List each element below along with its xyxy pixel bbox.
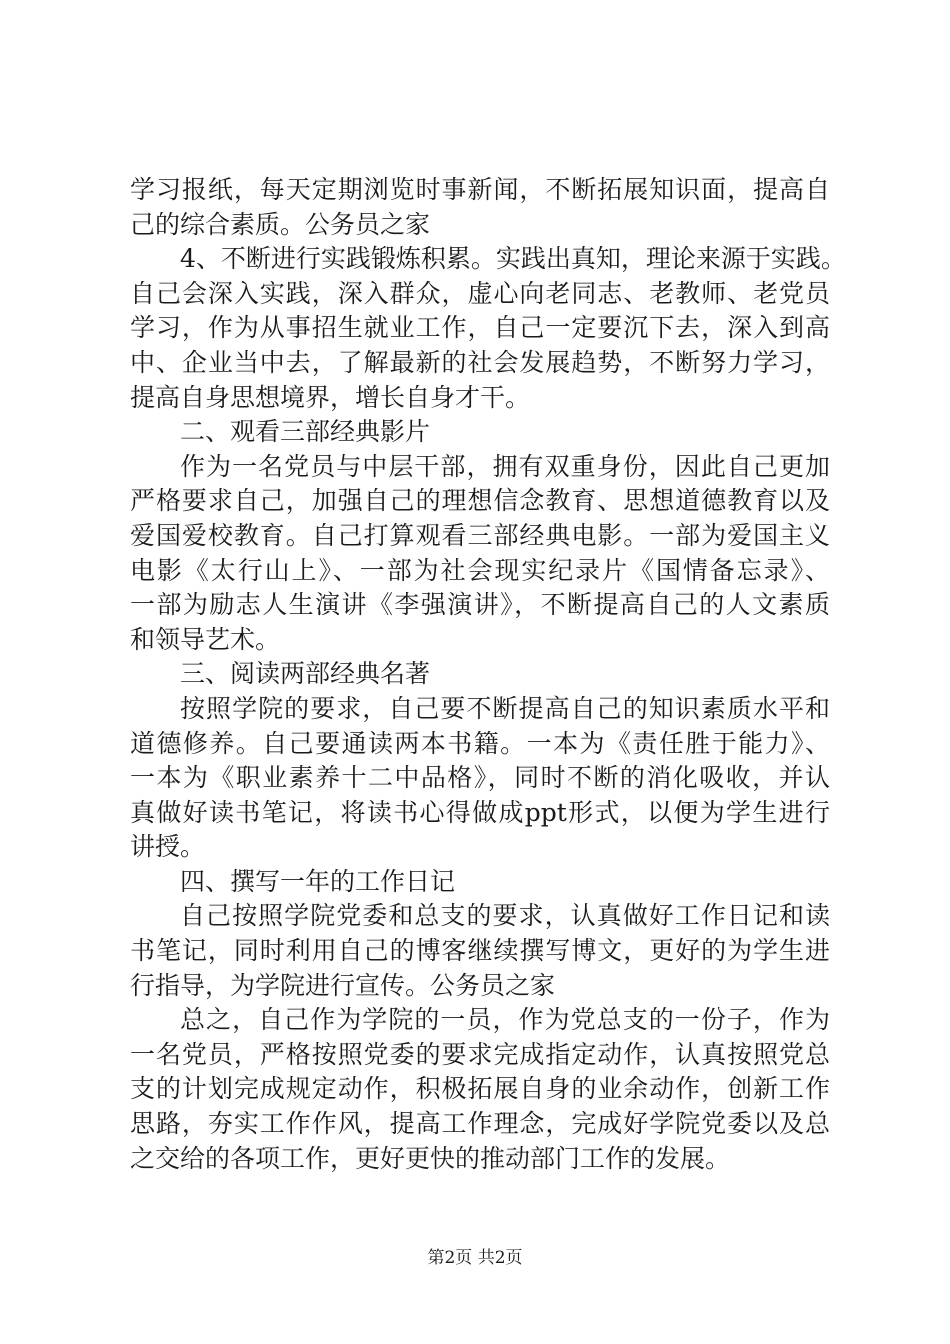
text-line: 中、企业当中去，了解最新的社会发展趋势，不断努力学习， xyxy=(130,347,830,377)
text-line: 严格要求自己，加强自己的理想信念教育、思想道德教育以及 xyxy=(130,486,830,516)
text-line: 之交给的各项工作，更好更快的推动部门工作的发展。 xyxy=(130,1143,731,1173)
text-line: 自己按照学院党委和总支的要求，认真做好工作日记和读 xyxy=(180,901,830,931)
text-line: 一部为励志人生演讲《李强演讲》，不断提高自己的人文素质 xyxy=(130,590,830,620)
text-line: 行指导，为学院进行宣传。公务员之家 xyxy=(130,970,556,1000)
text-line: 书笔记，同时利用自己的博客继续撰写博文，更好的为学生进 xyxy=(130,936,830,966)
text-line: 思路，夯实工作作风，提高工作理念，完成好学院党委以及总 xyxy=(130,1109,830,1139)
text-line: 学习报纸，每天定期浏览时事新闻，不断拓展知识面，提高自 xyxy=(130,175,830,204)
text-line: 提高自身思想境界，增长自身才干。 xyxy=(130,382,531,412)
text-line: 一名党员，严格按照党委的要求完成指定动作，认真按照党总 xyxy=(130,1039,830,1069)
text-line: 和领导艺术。 xyxy=(130,624,281,654)
text-line: 一本为《职业素养十二中品格》，同时不断的消化吸收，并认 xyxy=(130,763,830,793)
text-line: 道德修养。自己要通读两本书籍。一本为《责任胜于能力》、 xyxy=(130,728,830,758)
text-line: 支的计划完成规定动作，积极拓展自身的业余动作，创新工作 xyxy=(130,1074,830,1104)
text-line: 总之，自己作为学院的一员，作为党总支的一份子，作为 xyxy=(180,1005,830,1035)
text-line: 按照学院的要求，自己要不断提高自己的知识素质水平和 xyxy=(180,693,830,723)
document-body xyxy=(130,173,846,1176)
page-number-footer: 第2页 共2页 xyxy=(427,1248,523,1268)
text-line: 己的综合素质。公务员之家 xyxy=(130,209,431,239)
text-line: 作为一名党员与中层干部，拥有双重身份，因此自己更加 xyxy=(180,451,830,481)
text-line: 真做好读书笔记，将读书心得做成ppt形式，以便为学生进行 xyxy=(130,797,830,827)
text-line: 讲授。 xyxy=(130,832,206,862)
text-line: 电影《太行山上》、一部为社会现实纪录片《国情备忘录》、 xyxy=(130,555,830,585)
text-line: 4、不断进行实践锻炼积累。实践出真知，理论来源于实践。 xyxy=(180,244,846,274)
text-line: 学习，作为从事招生就业工作，自己一定要沉下去，深入到高 xyxy=(130,313,830,343)
text-line: 爱国爱校教育。自己打算观看三部经典电影。一部为爱国主义 xyxy=(130,520,830,550)
section-heading: 二、观看三部经典影片 xyxy=(180,417,431,447)
section-heading: 三、阅读两部经典名著 xyxy=(180,659,431,689)
text-line: 自己会深入实践，深入群众，虚心向老同志、老教师、老党员 xyxy=(130,278,830,308)
section-heading: 四、撰写一年的工作日记 xyxy=(180,866,456,896)
